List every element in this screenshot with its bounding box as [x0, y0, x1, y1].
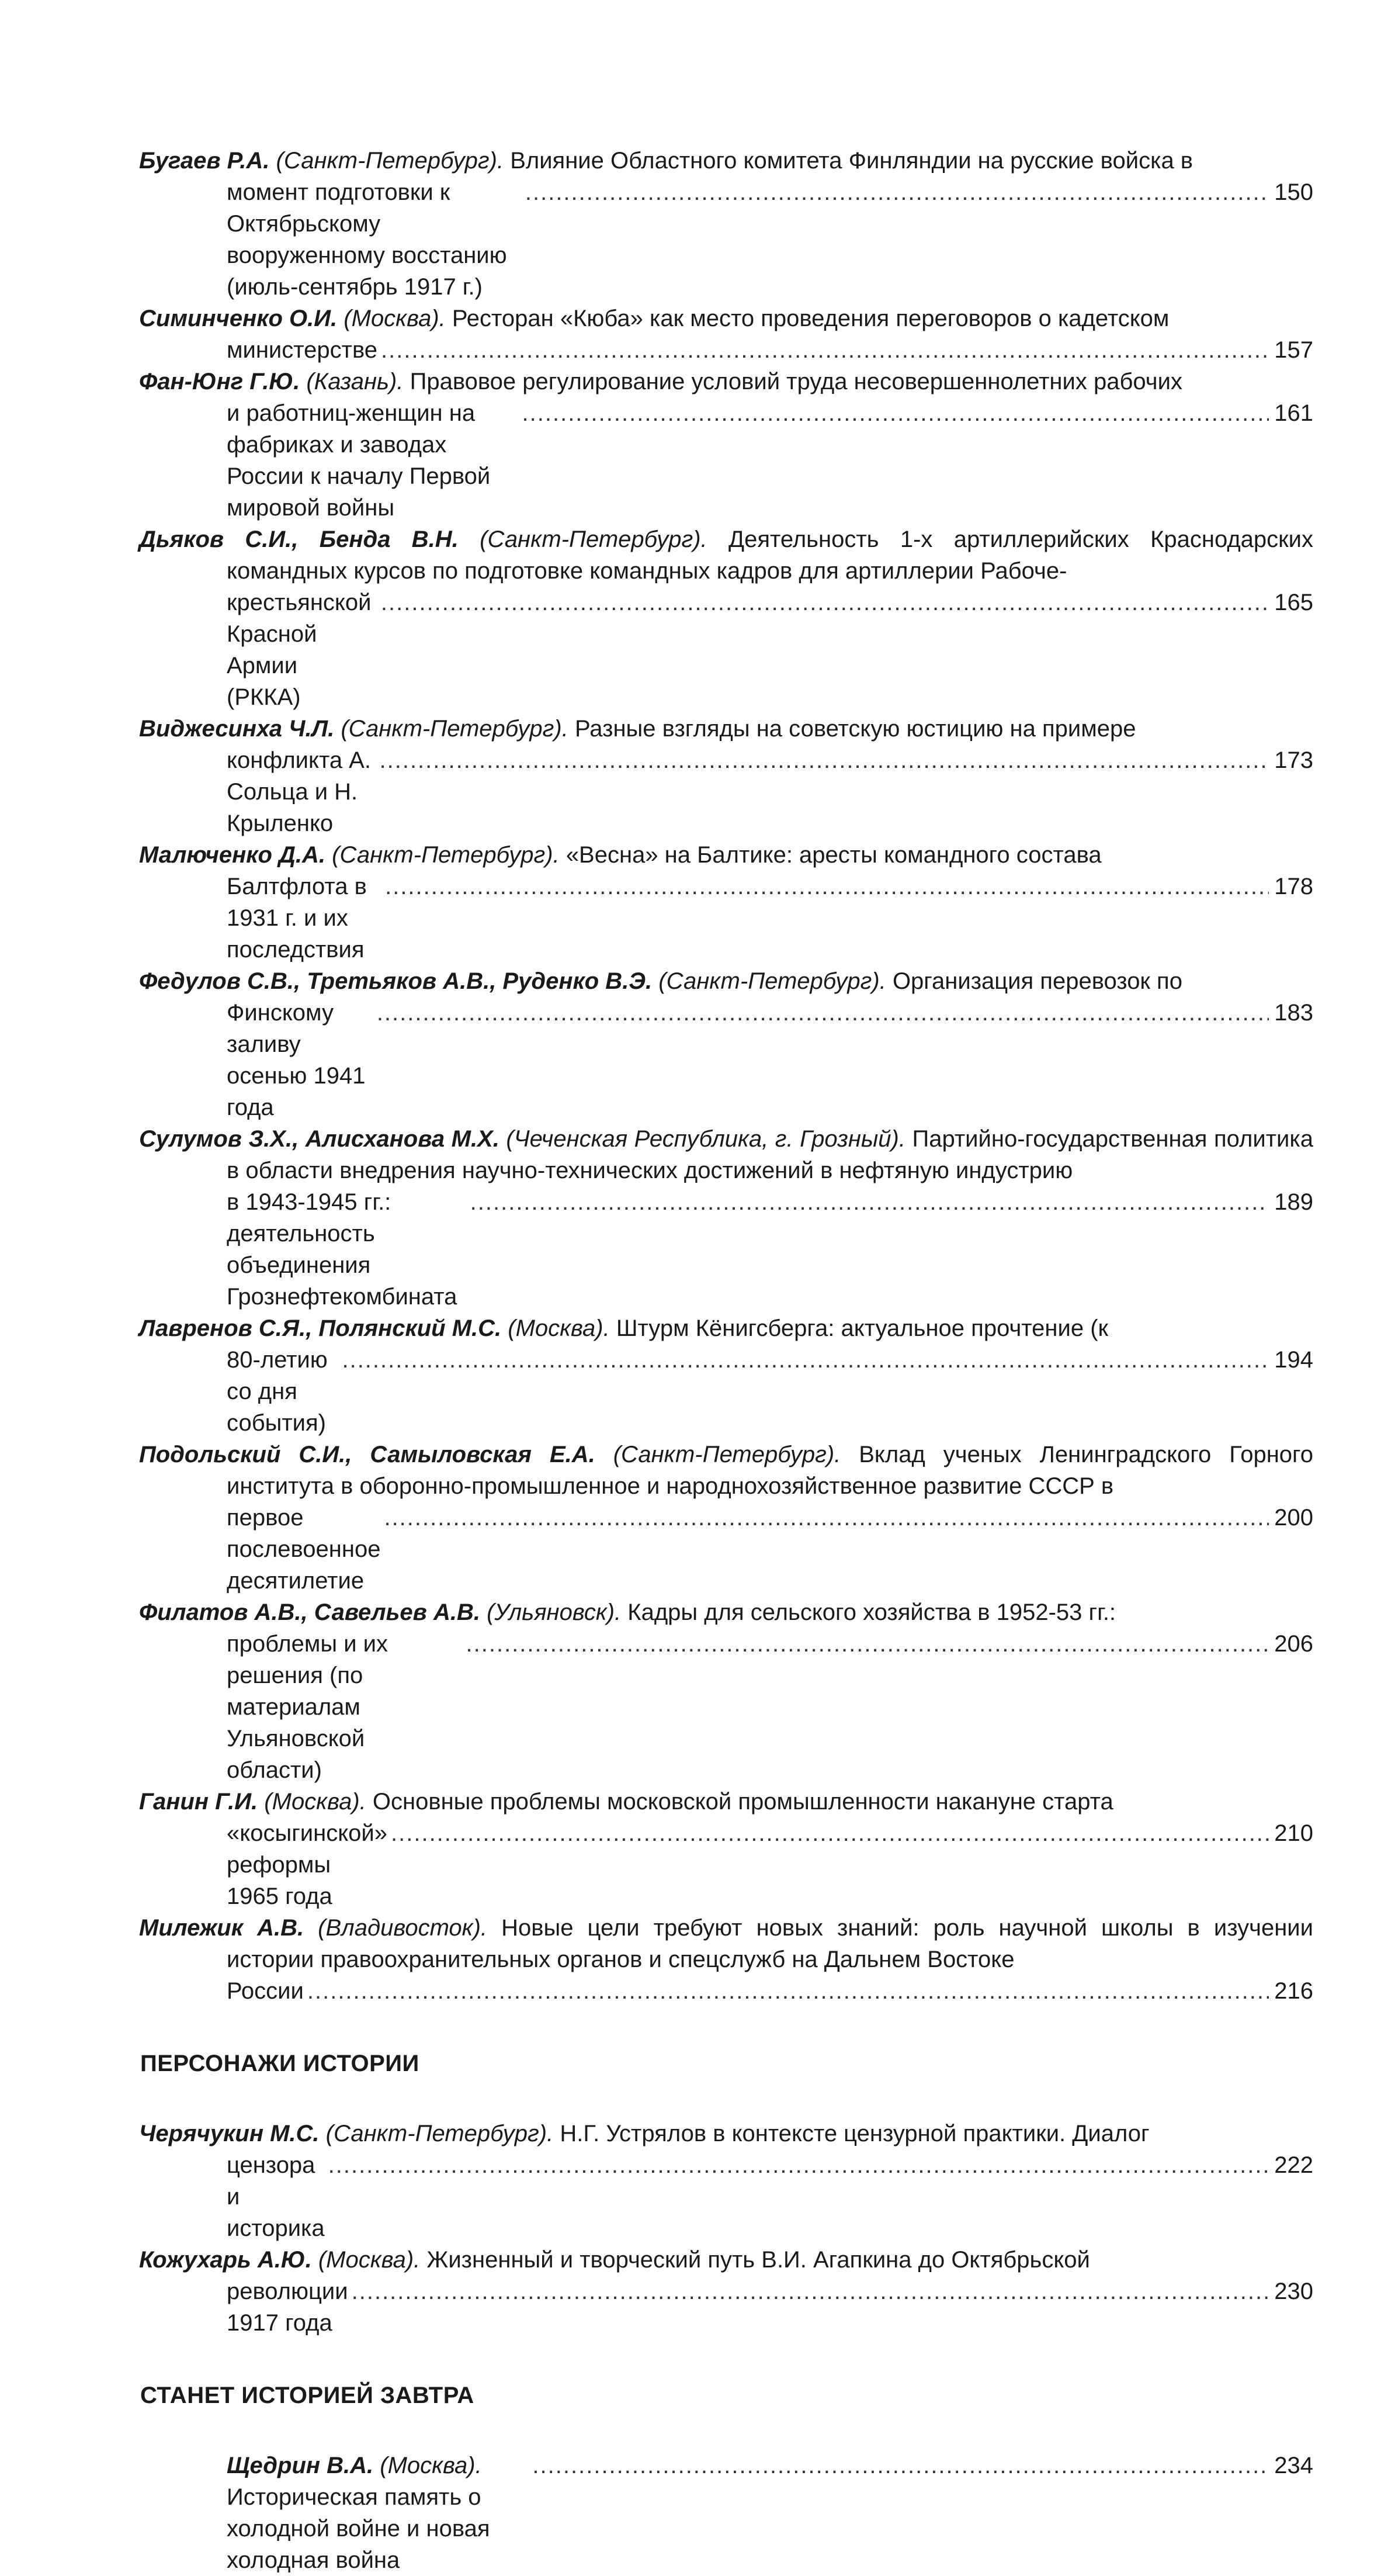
entry-title-last: Балтфлота в 1931 г. и их последствия: [227, 874, 367, 962]
entry-title-first: Кадры для сельского хозяйства в 1952-53 гг.:: [627, 1599, 1116, 1625]
entry-leader-line: [227, 334, 1313, 366]
entry-city: (Санкт-Петербург).: [276, 148, 504, 174]
entry-city: (Казань).: [306, 369, 404, 394]
entry-title-first: Новые цели требуют новых знаний: роль научной школы в изучении истории правоохранительных органов и спецслужб на Дальнем Востоке: [227, 1915, 1313, 1972]
entry-leader-line: [227, 1628, 1313, 1786]
entry-author: Малюченко Д.А.: [139, 842, 326, 868]
entry-title-last: Историческая память о холодной войне и новая холодная война: [227, 2484, 490, 2573]
entry-title-last: крестьянской Красной Армии (РККА): [227, 590, 372, 710]
toc-entry: [139, 839, 1313, 965]
toc-entry: [139, 1439, 1313, 1597]
dot-leader: [385, 871, 1269, 902]
entry-page-number: 161: [1274, 400, 1313, 426]
toc-group-tomorrow: [139, 2380, 1313, 2576]
entry-city: (Москва).: [508, 1315, 610, 1341]
entry-author: Федулов С.В., Третьяков А.В., Руденко В.Э.: [139, 968, 653, 994]
entry-page-number: 230: [1274, 2279, 1313, 2304]
entry-author: Бугаев Р.А.: [139, 148, 270, 174]
entry-page-number: 206: [1274, 1631, 1313, 1657]
entry-leader-line: [227, 397, 1313, 524]
entry-leader-line: [227, 1502, 1313, 1597]
entry-leader-line: [227, 587, 1313, 713]
entry-title-last: и работниц-женщин на фабриках и заводах России к началу Первой мировой войны: [227, 400, 491, 521]
entry-page-number: 150: [1274, 179, 1313, 205]
toc-entry: [139, 145, 1313, 303]
toc-entry: [139, 1912, 1313, 2007]
entry-page-number: 173: [1274, 747, 1313, 773]
entry-leader-line: [227, 2149, 1313, 2244]
entry-title-first: «Весна» на Балтике: аресты командного состава: [565, 842, 1102, 868]
entry-page-number: 200: [1274, 1505, 1313, 1531]
dot-leader: [532, 2450, 1269, 2481]
toc-group-characters: [139, 2048, 1313, 2339]
entry-title-last: России: [227, 1978, 304, 2004]
entry-title-last: «косыгинской» реформы 1965 года: [227, 1820, 387, 1909]
entry-page-number: 222: [1274, 2152, 1313, 2178]
entry-city: (Санкт-Петербург).: [341, 716, 568, 742]
toc-group-main: [139, 145, 1313, 2007]
dot-leader: [525, 176, 1269, 208]
dot-leader: [391, 1817, 1269, 1849]
entry-city: (Москва).: [344, 306, 446, 331]
dot-leader: [466, 1628, 1269, 1660]
entry-page-number: 178: [1274, 874, 1313, 899]
entry-page-number: 165: [1274, 590, 1313, 615]
entry-title-first: Разные взгляды на советскую юстицию на примере: [574, 716, 1136, 742]
entry-city: (Санкт-Петербург).: [480, 527, 707, 552]
toc-entry: [139, 1786, 1313, 1912]
entry-leader-line: [227, 1817, 1313, 1912]
entry-leader-line: [227, 1186, 1313, 1313]
entry-title-last: конфликта А. Сольца и Н. Крыленко: [227, 747, 371, 836]
dot-leader: [381, 587, 1269, 618]
entry-author: Ганин Г.И.: [139, 1789, 258, 1815]
entry-city: (Москва).: [318, 2247, 421, 2273]
entry-author: Черячукин М.С.: [139, 2121, 320, 2146]
entry-title-first: Основные проблемы московской промышленности накануне старта: [372, 1789, 1113, 1815]
toc-entry: [139, 366, 1313, 524]
toc-entry: [139, 2450, 1313, 2576]
section-heading: ПЕРСОНАЖИ ИСТОРИИ: [140, 2051, 419, 2076]
entry-author: Дьяков С.И., Бенда В.Н.: [139, 527, 459, 552]
entry-title-first: Жизненный и творческий путь В.И. Агапкина до Октябрьской: [426, 2247, 1090, 2273]
toc-entry: [139, 2118, 1313, 2244]
toc-entry: [139, 2244, 1313, 2339]
entry-title-last: в 1943-1945 гг.: деятельность объединения Грознефтекомбината: [227, 1189, 457, 1310]
entry-title-last: цензора и историка: [227, 2152, 325, 2241]
entry-leader-line: [227, 1975, 1313, 2007]
entry-leader-line: [227, 2276, 1313, 2339]
toc-entry: [139, 1123, 1313, 1313]
entry-author: Лавренов С.Я., Полянский М.С.: [139, 1315, 502, 1341]
entry-title-first: Правовое регулирование условий труда несовершеннолетних рабочих: [410, 369, 1182, 394]
entry-title-last: революции 1917 года: [227, 2279, 348, 2336]
entry-page-number: 210: [1274, 1820, 1313, 1846]
entry-city: (Москва).: [380, 2453, 482, 2478]
toc-entry: [139, 713, 1313, 839]
entry-author: Щедрин В.А.: [227, 2453, 374, 2478]
entry-city: (Санкт-Петербург).: [332, 842, 560, 868]
entry-author: Подольский С.И., Самыловская Е.А.: [139, 1442, 595, 1467]
entry-title-last: первое послевоенное десятилетие: [227, 1505, 381, 1594]
entry-page-number: 183: [1274, 1000, 1313, 1026]
entry-title-first: Н.Г. Устрялов в контексте цензурной практики. Диалог: [560, 2121, 1150, 2146]
entry-page-number: 234: [1274, 2453, 1313, 2478]
entry-title-first: Деятельность 1-х артиллерийских Краснодарских командных курсов по подготовке командных кадров для артиллерии Рабоче-: [227, 527, 1314, 584]
toc-entry: [139, 1597, 1313, 1786]
entry-title-last: момент подготовки к Октябрьскому вооруженному восстанию (июль-сентябрь 1917 г.): [227, 179, 507, 300]
dot-leader: [342, 1344, 1269, 1376]
entry-leader-line: [227, 871, 1313, 965]
entry-author: Милежик А.В.: [139, 1915, 304, 1941]
dot-leader: [377, 997, 1269, 1029]
entry-page-number: 194: [1274, 1347, 1313, 1373]
entry-author: Виджесинха Ч.Л.: [139, 716, 335, 742]
dot-leader: [307, 1975, 1269, 2007]
toc-entry: [139, 1313, 1313, 1439]
entry-title-first: Ресторан «Кюба» как место проведения переговоров о кадетском: [452, 306, 1170, 331]
entry-city: (Владивосток).: [318, 1915, 487, 1941]
entry-title-last: 80-летию со дня события): [227, 1347, 328, 1436]
toc-entry: [139, 965, 1313, 1123]
entry-leader-line: [227, 1344, 1313, 1439]
entry-city: (Москва).: [264, 1789, 366, 1815]
toc-entry: [139, 303, 1313, 366]
entry-city: (Санкт-Петербург).: [613, 1442, 841, 1467]
dot-leader: [379, 745, 1269, 776]
entry-title-first: Вклад ученых Ленинградского Горного института в оборонно-промышленное и народнохозяйственное развитие СССР в: [227, 1442, 1314, 1499]
dot-leader: [352, 2276, 1269, 2307]
entry-city: (Чеченская Республика, г. Грозный).: [506, 1126, 905, 1152]
entry-title-last: Финскому заливу осенью 1941 года: [227, 1000, 366, 1120]
entry-author: Филатов А.В., Савельев А.В.: [139, 1599, 480, 1625]
entry-leader-line: [227, 2450, 1313, 2576]
dot-leader: [384, 1502, 1269, 1533]
entry-city: (Ульяновск).: [487, 1599, 622, 1625]
section-heading: СТАНЕТ ИСТОРИЕЙ ЗАВТРА: [140, 2383, 474, 2408]
dot-leader: [328, 2149, 1269, 2181]
entry-leader-line: [227, 997, 1313, 1123]
entry-city: (Санкт-Петербург).: [658, 968, 886, 994]
entry-title-last: министерстве: [227, 337, 378, 363]
entry-page-number: 157: [1274, 337, 1313, 363]
entry-leader-line: [227, 176, 1313, 303]
entry-page-number: 189: [1274, 1189, 1313, 1215]
entry-author: Фан-Юнг Г.Ю.: [139, 369, 300, 394]
entry-title-last: проблемы и их решения (по материалам Ульяновской области): [227, 1631, 388, 1783]
entry-title-first: Влияние Областного комитета Финляндии на русские войска в: [510, 148, 1193, 174]
entry-author: Сулумов З.Х., Алисханова М.Х.: [139, 1126, 499, 1152]
entry-title-first: Партийно-государственная политика в области внедрения научно-технических достижений в нефтяную индустрию: [227, 1126, 1313, 1183]
entry-title-first: Штурм Кёнигсберга: актуальное прочтение (к: [616, 1315, 1109, 1341]
entry-author: Кожухарь А.Ю.: [139, 2247, 312, 2273]
entry-author: Симинченко О.И.: [139, 306, 338, 331]
dot-leader: [470, 1186, 1269, 1218]
dot-leader: [522, 397, 1269, 429]
entry-leader-line: [227, 745, 1313, 839]
toc-entry: [139, 524, 1313, 713]
entry-title-first: Организация перевозок по: [892, 968, 1182, 994]
entry-page-number: 216: [1274, 1978, 1313, 2004]
dot-leader: [381, 334, 1269, 366]
entry-city: (Санкт-Петербург).: [325, 2121, 554, 2146]
